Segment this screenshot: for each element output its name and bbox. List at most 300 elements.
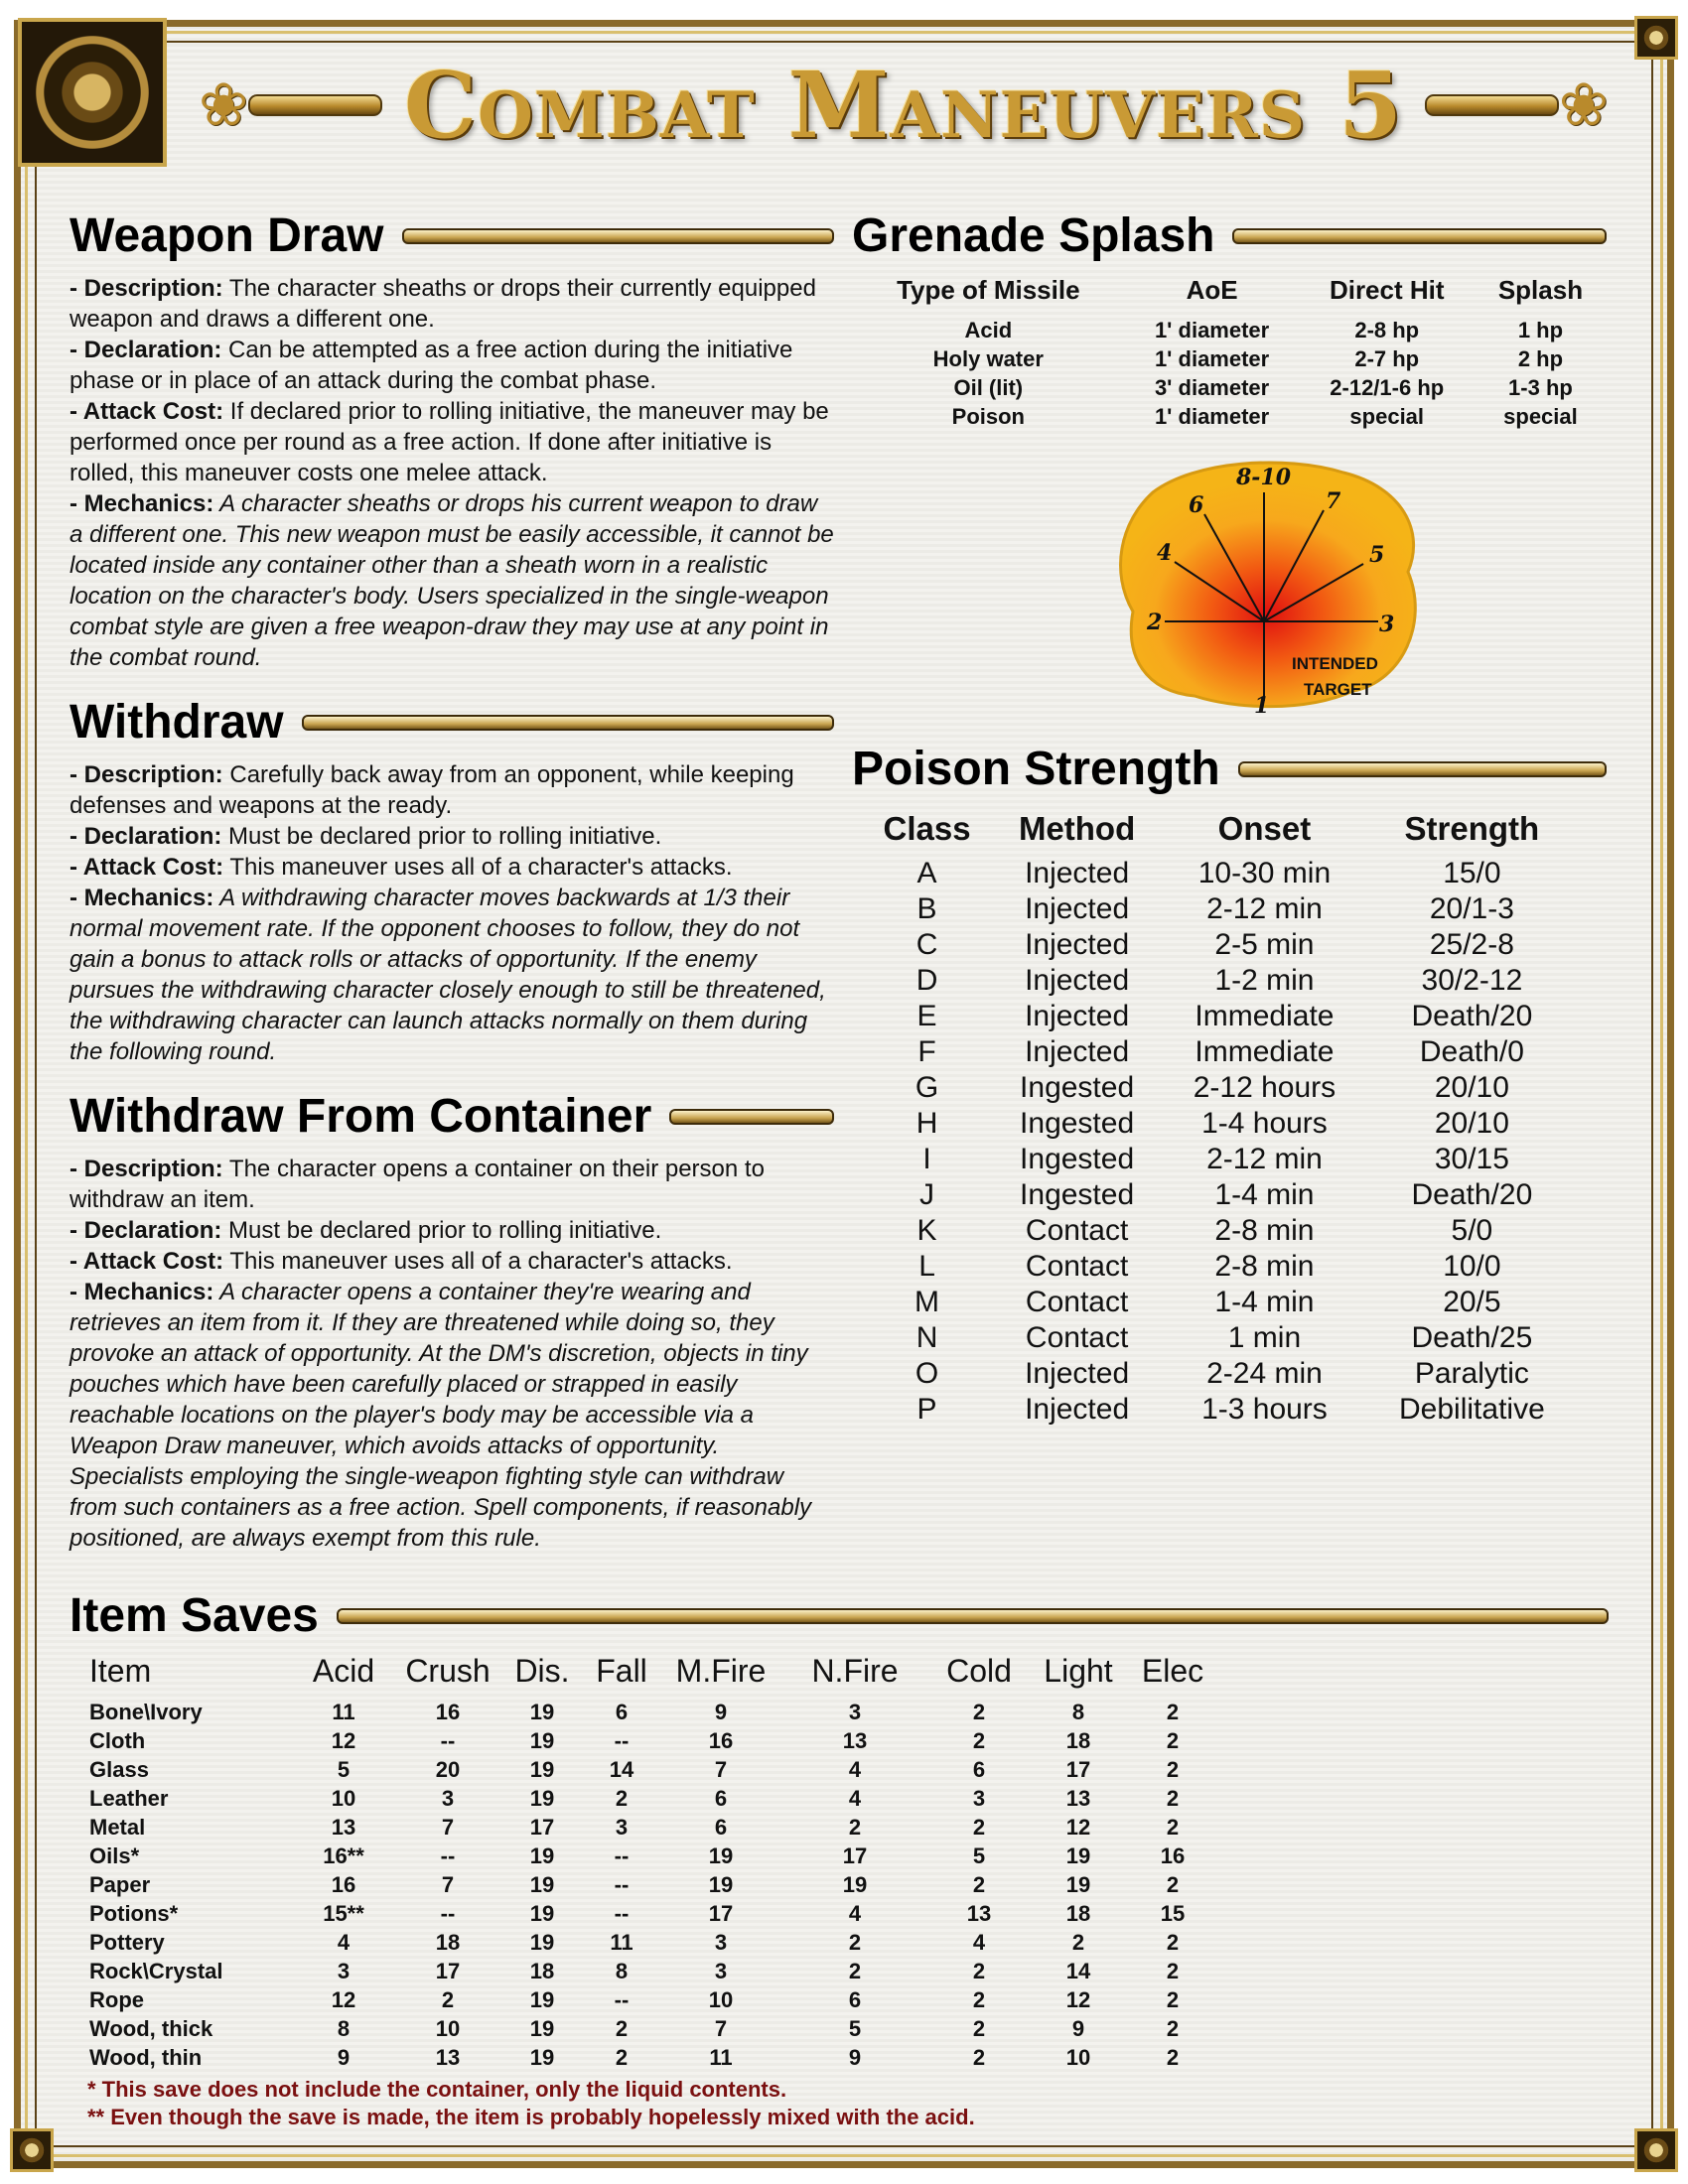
table-row — [852, 402, 1607, 431]
table-cell: 30/15 — [1434, 1143, 1509, 1175]
table-cell: 1-4 hours — [1201, 1107, 1328, 1140]
section-header — [70, 695, 834, 750]
direction-label: 2 — [1147, 610, 1163, 635]
table-cell: 2 — [972, 1815, 986, 1840]
table-cell: 16 — [1160, 1843, 1186, 1868]
direction-label: 5 — [1369, 542, 1385, 568]
item-saves-table — [85, 1653, 1217, 2072]
table-cell: 10 — [708, 1987, 734, 2012]
table-cell: 1-4 min — [1214, 1178, 1315, 1211]
table-cell: 9 — [337, 2045, 351, 2070]
table-cell: 2 — [1166, 1757, 1180, 1782]
table-row — [862, 999, 1577, 1034]
table-cell: 2 — [441, 1987, 455, 2012]
table-cell: 19 — [529, 1757, 555, 1782]
banner-rule-right — [1425, 94, 1559, 116]
entry-text: If declared prior to rolling initiative, the maneuver may be performed once per round as a free action. If done after initiative is rolled, this maneuver costs one melee attack. — [70, 398, 829, 486]
entry-label: - Description: — [70, 1156, 223, 1182]
section-rule — [337, 1608, 1609, 1624]
direction-label: 4 — [1157, 540, 1173, 566]
table-cell: 4 — [848, 1786, 862, 1811]
table-cell: Paralytic — [1414, 1357, 1529, 1390]
table-cell: 5/0 — [1451, 1214, 1493, 1247]
declaration-entry — [70, 335, 834, 396]
table-cell: Death/25 — [1411, 1321, 1533, 1354]
table-cell: D — [915, 964, 938, 997]
table-cell: 2 — [615, 2045, 629, 2070]
footnote: ** Even though the save is made, the item is probably hopelessly mixed with the acid. — [87, 2105, 975, 2129]
entry-label: - Declaration: — [70, 823, 222, 850]
table-cell: 10/0 — [1443, 1250, 1501, 1283]
table-cell: 2 — [1166, 1728, 1180, 1753]
table-row — [862, 1356, 1577, 1392]
table-cell: 2-5 min — [1214, 928, 1315, 961]
table-cell: 5 — [848, 2016, 862, 2041]
table-cell: Potions* — [89, 1901, 179, 1926]
saves-rows — [85, 1698, 1217, 2072]
table-cell: Bone\Ivory — [89, 1700, 203, 1724]
target-label: INTENDED — [1292, 654, 1378, 673]
mechanics-entry — [70, 488, 834, 673]
table-cell: 19 — [842, 1872, 868, 1897]
table-cell: Oils* — [89, 1843, 140, 1868]
entry-text: Carefully back away from an opponent, while keeping defenses and weapons at the ready. — [70, 761, 794, 819]
mechanics-entry — [70, 883, 834, 1067]
table-cell: Injected — [1025, 1357, 1130, 1390]
table-cell: Rope — [89, 1987, 144, 2012]
column-header: Direct Hit — [1329, 275, 1445, 305]
table-row — [862, 856, 1577, 891]
table-cell: 19 — [529, 1843, 555, 1868]
table-cell: 6 — [615, 1700, 629, 1724]
table-cell: 19 — [529, 1901, 555, 1926]
table-cell: 1-3 hours — [1201, 1393, 1328, 1426]
table-cell: 18 — [1065, 1728, 1091, 1753]
table-row — [85, 1698, 1217, 1726]
table-row — [862, 1070, 1577, 1106]
table-cell: 2 — [848, 1930, 862, 1955]
table-cell: 13 — [435, 2045, 461, 2070]
table-row — [862, 1249, 1577, 1285]
table-cell: 18 — [435, 1930, 461, 1955]
table-cell: special — [1349, 404, 1425, 429]
table-cell: 16** — [323, 1843, 364, 1868]
declaration-entry — [70, 1215, 834, 1246]
entry-label: - Description: — [70, 761, 223, 788]
table-cell: 3 — [441, 1786, 455, 1811]
table-cell: 15/0 — [1443, 857, 1501, 889]
table-cell: 3 — [848, 1700, 862, 1724]
table-cell: 19 — [529, 1728, 555, 1753]
table-cell: Death/20 — [1411, 1000, 1533, 1032]
table-cell: 9 — [1071, 2016, 1085, 2041]
table-cell: 19 — [529, 1987, 555, 2012]
column-header: Item — [89, 1653, 152, 1689]
right-column — [852, 208, 1607, 1428]
table-cell: Ingested — [1020, 1107, 1135, 1140]
direction-label: 6 — [1189, 492, 1204, 518]
table-cell: 20/10 — [1434, 1071, 1509, 1104]
table-cell: 25/2-8 — [1429, 928, 1514, 961]
table-cell: F — [917, 1035, 936, 1068]
table-row — [862, 963, 1577, 999]
table-row — [85, 1784, 1217, 1813]
mechanics-entry — [70, 1277, 834, 1554]
table-row — [862, 1213, 1577, 1249]
table-cell: Contact — [1025, 1250, 1129, 1283]
table-cell: 19 — [529, 1700, 555, 1724]
table-cell: 20/1-3 — [1429, 892, 1514, 925]
table-cell: 3 — [972, 1786, 986, 1811]
table-cell: 13 — [1065, 1786, 1091, 1811]
section-rule — [302, 715, 834, 731]
table-row — [85, 1842, 1217, 1870]
section-header — [70, 208, 834, 263]
table-cell: M — [914, 1286, 940, 1318]
description-entry — [70, 273, 834, 335]
table-cell: 6 — [848, 1987, 862, 2012]
table-cell: 1 hp — [1517, 318, 1564, 342]
section-header — [852, 208, 1607, 263]
table-cell: 2 — [615, 2016, 629, 2041]
table-cell: Immediate — [1195, 1035, 1335, 1068]
table-row — [852, 344, 1607, 373]
table-cell: Cloth — [89, 1728, 146, 1753]
section-heading: Withdraw From Container — [70, 1090, 652, 1143]
table-row — [862, 1320, 1577, 1356]
table-cell: 1-4 min — [1214, 1286, 1315, 1318]
entry-label: - Attack Cost: — [70, 854, 224, 881]
section-rule — [1238, 761, 1607, 777]
column-header: Method — [1018, 810, 1136, 847]
table-cell: 2 — [972, 1700, 986, 1724]
column-header: Crush — [405, 1653, 491, 1689]
section-rule — [1232, 228, 1607, 244]
table-cell: 10-30 min — [1197, 857, 1332, 889]
table-row — [862, 891, 1577, 927]
table-cell: 16 — [435, 1700, 461, 1724]
left-column — [70, 208, 834, 1575]
title-banner — [199, 46, 1609, 165]
column-header: Acid — [312, 1653, 375, 1689]
table-row — [85, 1985, 1217, 2014]
section-heading: Grenade Splash — [852, 209, 1215, 262]
column-header: Elec — [1141, 1653, 1204, 1689]
entry-label: - Declaration: — [70, 1217, 222, 1244]
table-cell: L — [918, 1250, 935, 1283]
table-cell: 5 — [337, 1757, 351, 1782]
table-cell: J — [919, 1178, 935, 1211]
table-cell: 2 — [972, 1959, 986, 1983]
table-cell: 7 — [441, 1815, 455, 1840]
table-cell: 1' diameter — [1154, 318, 1270, 342]
table-row — [862, 1177, 1577, 1213]
table-cell: 12 — [331, 1728, 356, 1753]
table-cell: 2 — [1166, 1959, 1180, 1983]
corner-rosette-ornament — [1634, 16, 1678, 60]
table-cell: 2 hp — [1517, 346, 1564, 371]
entry-text: This maneuver uses all of a character's attacks. — [223, 1248, 733, 1275]
entry-text: The character sheaths or drops their currently equipped weapon and draws a different one. — [70, 275, 816, 333]
table-cell: Rock\Crystal — [89, 1959, 223, 1983]
table-cell: 2-8 min — [1214, 1214, 1315, 1247]
table-cell: B — [916, 892, 937, 925]
table-cell: Injected — [1025, 1393, 1130, 1426]
table-cell: 3 — [714, 1959, 728, 1983]
table-cell: -- — [614, 1843, 630, 1868]
table-cell: 3 — [615, 1815, 629, 1840]
table-row — [862, 1142, 1577, 1177]
section-heading: Poison Strength — [852, 743, 1220, 795]
table-cell: 3 — [337, 1959, 351, 1983]
table-cell: Poison — [951, 404, 1025, 429]
table-cell: 7 — [441, 1872, 455, 1897]
table-header-row — [852, 273, 1607, 316]
table-cell: E — [916, 1000, 937, 1032]
table-row — [85, 1899, 1217, 1928]
entry-text: This maneuver uses all of a character's attacks. — [223, 854, 733, 881]
direction-label: 8-10 — [1236, 465, 1292, 490]
table-cell: 10 — [1065, 2045, 1091, 2070]
table-cell: 13 — [842, 1728, 868, 1753]
table-cell: -- — [614, 1728, 630, 1753]
table-cell: 19 — [708, 1843, 734, 1868]
target-label: TARGET — [1304, 680, 1372, 699]
table-cell: Pottery — [89, 1930, 165, 1955]
table-row — [85, 1755, 1217, 1784]
entry-text: A withdrawing character moves backwards at 1/3 their normal movement rate. If the opponent chooses to follow, they do not gain a bonus to attack rolls or attacks of opportunity. If the enemy pursues the withdrawing character closely enough to still be threatened, the withdrawing character can launch attacks normally on them during the following round. — [70, 885, 826, 1065]
table-cell: 20/5 — [1443, 1286, 1501, 1318]
table-cell: 2 — [1166, 1872, 1180, 1897]
table-cell: 12 — [1065, 1815, 1091, 1840]
table-cell: 17 — [708, 1901, 734, 1926]
table-cell: Debilitative — [1399, 1393, 1545, 1426]
column-header: Light — [1044, 1653, 1113, 1689]
table-cell: 3' diameter — [1154, 375, 1270, 400]
table-cell: 18 — [1065, 1901, 1091, 1926]
table-cell: 10 — [435, 2016, 461, 2041]
poison-table — [862, 806, 1577, 1428]
table-cell: 4 — [848, 1757, 862, 1782]
corner-rosette-ornament — [10, 2128, 54, 2172]
table-cell: 2 — [1166, 2016, 1180, 2041]
attack-cost-entry — [70, 1246, 834, 1277]
table-cell: Holy water — [932, 346, 1044, 371]
table-cell: 1' diameter — [1154, 404, 1270, 429]
table-row — [85, 1957, 1217, 1985]
table-cell: Injected — [1025, 857, 1130, 889]
table-cell: 30/2-12 — [1421, 964, 1523, 997]
table-cell: 16 — [331, 1872, 356, 1897]
attack-cost-entry — [70, 396, 834, 488]
entry-label: - Attack Cost: — [70, 1248, 224, 1275]
table-cell: 19 — [708, 1872, 734, 1897]
table-cell: 2 — [848, 1959, 862, 1983]
saves-header-row — [85, 1653, 1217, 1698]
entry-label: - Attack Cost: — [70, 398, 224, 425]
entry-label: - Declaration: — [70, 337, 222, 363]
entry-text: The character opens a container on their person to withdraw an item. — [70, 1156, 765, 1213]
withdraw-from-container-section — [70, 1089, 834, 1554]
table-cell: special — [1503, 404, 1578, 429]
table-cell: 2 — [972, 1987, 986, 2012]
table-cell: Glass — [89, 1757, 149, 1782]
table-cell: 6 — [972, 1757, 986, 1782]
table-cell: 2 — [1166, 1930, 1180, 1955]
entry-text: Must be declared prior to rolling initiative. — [221, 1217, 662, 1244]
table-cell: A — [916, 857, 937, 889]
table-header-row — [862, 806, 1577, 856]
direction-label: 7 — [1326, 488, 1341, 514]
table-cell: 2 — [1166, 1815, 1180, 1840]
table-cell: 2 — [1166, 1700, 1180, 1724]
table-cell: 15** — [323, 1901, 364, 1926]
direction-label: 3 — [1379, 612, 1395, 637]
table-cell: 11 — [709, 2045, 733, 2070]
column-header: Onset — [1217, 810, 1312, 847]
table-cell: 16 — [708, 1728, 734, 1753]
table-row — [852, 316, 1607, 344]
entry-text: A character opens a container they're wearing and retrieves an item from it. If they are threatened while doing so, they provoke an attack of opportunity. At the DM's discretion, objects in tiny pouches which have been carefully placed or strapped in easily reachable locations on the player's body may be accessible via a Weapon Draw maneuver, which avoids attacks of opportunity. Specialists employing the single-weapon fighting style can withdraw from such containers as a free action. Spell components, if reasonably positioned, are always exempt from this rule. — [70, 1279, 812, 1552]
column-header: M.Fire — [675, 1653, 767, 1689]
table-row — [862, 1034, 1577, 1070]
table-cell: 10 — [331, 1786, 356, 1811]
section-header — [852, 742, 1607, 796]
table-cell: 2-24 min — [1206, 1357, 1323, 1390]
table-cell: 20/10 — [1434, 1107, 1509, 1140]
flourish-left-icon: ❀ — [199, 70, 249, 140]
section-heading: Weapon Draw — [70, 209, 384, 262]
table-cell: 19 — [529, 1872, 555, 1897]
table-cell: Wood, thin — [89, 2045, 203, 2070]
table-cell: Injected — [1025, 1000, 1130, 1032]
table-cell: 14 — [1065, 1959, 1091, 1983]
attack-cost-entry — [70, 852, 834, 883]
table-cell: 15 — [1160, 1901, 1186, 1926]
table-cell: 19 — [529, 2045, 555, 2070]
table-cell: 2 — [972, 2045, 986, 2070]
splash-diagram-graphic — [1105, 453, 1433, 716]
table-cell: -- — [440, 1901, 456, 1926]
table-cell: Oil (lit) — [953, 375, 1024, 400]
table-cell: 3 — [714, 1930, 728, 1955]
poison-rows — [862, 856, 1577, 1428]
section-header — [70, 1588, 1609, 1643]
table-cell: 19 — [529, 2016, 555, 2041]
section-rule — [669, 1109, 834, 1125]
table-cell: 17 — [1065, 1757, 1091, 1782]
table-cell: 19 — [1065, 1843, 1091, 1868]
flourish-right-icon: ❀ — [1558, 70, 1610, 140]
table-cell: 17 — [529, 1815, 555, 1840]
table-cell: Injected — [1025, 928, 1130, 961]
table-cell: P — [916, 1393, 937, 1426]
table-cell: 2 — [1166, 2045, 1180, 2070]
table-cell: 2 — [972, 2016, 986, 2041]
table-row — [862, 1106, 1577, 1142]
table-cell: 5 — [972, 1843, 986, 1868]
column-header: Splash — [1497, 275, 1584, 305]
table-cell: Injected — [1025, 892, 1130, 925]
table-cell: Ingested — [1020, 1143, 1135, 1175]
column-header: Dis. — [514, 1653, 570, 1689]
table-cell: 8 — [337, 2016, 351, 2041]
table-cell: Death/20 — [1411, 1178, 1533, 1211]
table-cell: Paper — [89, 1872, 151, 1897]
table-cell: 2 — [848, 1815, 862, 1840]
table-cell: 2-7 hp — [1354, 346, 1420, 371]
banner-rule-left — [248, 94, 382, 116]
table-row — [85, 2043, 1217, 2072]
column-header: N.Fire — [811, 1653, 899, 1689]
column-header: Cold — [946, 1653, 1012, 1689]
table-cell: 8 — [615, 1959, 629, 1983]
table-cell: 4 — [972, 1930, 986, 1955]
table-cell: 17 — [435, 1959, 461, 1983]
footnote: * This save does not include the container, only the liquid contents. — [87, 2077, 787, 2102]
table-cell: 19 — [1065, 1872, 1091, 1897]
column-header: Class — [883, 810, 971, 847]
table-cell: 2-12 min — [1206, 1143, 1323, 1175]
table-cell: Injected — [1025, 964, 1130, 997]
table-cell: 2-12/1-6 hp — [1330, 375, 1445, 400]
column-header: AoE — [1186, 275, 1238, 305]
table-cell: O — [914, 1357, 939, 1390]
table-cell: 12 — [1065, 1987, 1091, 2012]
table-cell: 2-8 hp — [1354, 318, 1420, 342]
description-entry — [70, 759, 834, 821]
table-cell: Leather — [89, 1786, 169, 1811]
celtic-knot-ornament — [18, 18, 167, 167]
table-cell: 2 — [1166, 1786, 1180, 1811]
table-cell: -- — [614, 1901, 630, 1926]
table-cell: 2-8 min — [1214, 1250, 1315, 1283]
table-cell: 6 — [714, 1786, 728, 1811]
table-cell: K — [916, 1214, 937, 1247]
table-cell: 19 — [529, 1930, 555, 1955]
section-heading: Item Saves — [70, 1589, 319, 1642]
table-cell: 8 — [1071, 1700, 1085, 1724]
table-cell: N — [915, 1321, 938, 1354]
entry-label: - Mechanics: — [70, 1279, 214, 1305]
table-cell: 2 — [1071, 1930, 1085, 1955]
table-cell: 2-12 hours — [1193, 1071, 1336, 1104]
table-row — [862, 1285, 1577, 1320]
splash-diagram — [1105, 453, 1433, 716]
table-row — [85, 1813, 1217, 1842]
table-cell: 17 — [842, 1843, 868, 1868]
declaration-entry — [70, 821, 834, 852]
table-cell: 1 min — [1227, 1321, 1302, 1354]
table-cell: 2 — [972, 1872, 986, 1897]
table-row — [85, 1928, 1217, 1957]
table-cell: 13 — [966, 1901, 992, 1926]
table-cell: Injected — [1025, 1035, 1130, 1068]
table-cell: 12 — [331, 1987, 356, 2012]
entry-text: A character sheaths or drops his current weapon to draw a different one. This new weapon must be easily accessible, it cannot be located inside any container other than a sheath worn in a realistic location on the character's body. Users specialized in the single-weapon combat style are given a free weapon-draw they may use at any point in the combat round. — [70, 490, 834, 671]
table-cell: Ingested — [1020, 1071, 1135, 1104]
entry-text: Must be declared prior to rolling initiative. — [221, 823, 662, 850]
section-rule — [402, 228, 835, 244]
grenade-table — [852, 273, 1607, 431]
column-header: Strength — [1404, 810, 1540, 847]
table-cell: 9 — [714, 1700, 728, 1724]
table-cell: 6 — [714, 1815, 728, 1840]
table-cell: 7 — [714, 2016, 728, 2041]
table-cell: 2 — [615, 1786, 629, 1811]
table-cell: Ingested — [1020, 1178, 1135, 1211]
poison-strength-section — [852, 742, 1607, 1428]
